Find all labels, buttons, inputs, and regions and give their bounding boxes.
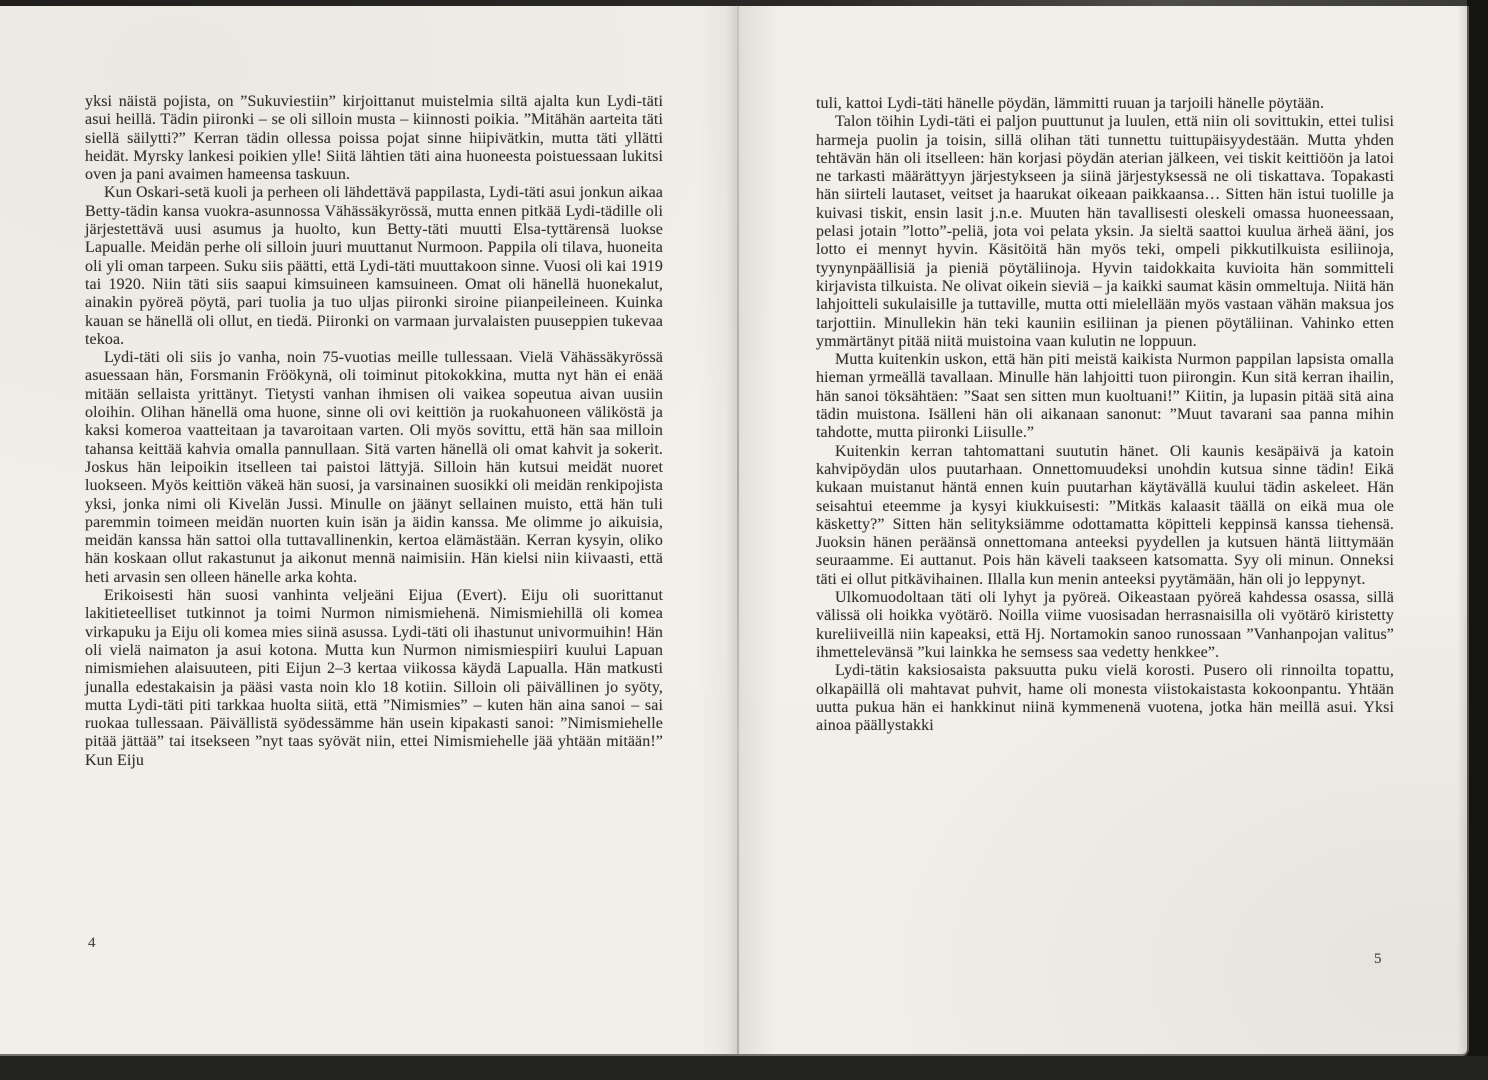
paragraph: Kuitenkin kerran tahtomattani suututin hänet. Oli kaunis kesäpäivä ja katoin kahvipöydän ulos puutarhaan. Onnettomuudeksi unohdin kutsua sinne tädin! Eikä kukaan muistanut häntä ennen kuin puutarhan käytävällä kuului tädin askeleet. Hän seisahtui eteemme ja kysyi kiukkuisesti: ”Mitkäs kalaasit täällä on eikä mua ole käsketty?” Sitten hän selityksiämme odottamatta köpitteli keppinsä kanssa tiehensä. Juoksin hänen peräänsä onnettomana anteeksi pyydellen ja kutsuen häntä liittymään seuraamme. Ei auttanut. Pois hän käveli taakseen katsomatta. Syy oli minun. Onneksi täti ei ollut pitkävihainen. Illalla kun menin anteeksi pyytämään, hän oli jo leppynyt.: [816, 442, 1394, 588]
book-spread-paper: [0, 6, 1469, 1056]
paragraph: Mutta kuitenkin uskon, että hän piti meistä kaikista Nurmon pappilan lapsista omalla hieman yrmeällä tavallaan. Minulle hän lahjoitti tuon piirongin. Kun sitä kerran ihailin, hän sanoi töksähtäen: ”Saat sen sitten mun kuoltuani!” Kiitin, ja lupasin pitää sitä aina tädin muistona. Isälleni hän oli aikanaan sanonut: ”Muut tavarani saa panna mihin tahdotte, mutta piironki Liisulle.”: [816, 351, 1394, 442]
paragraph: Lydi-tätin kaksiosaista paksuutta puku vielä korosti. Pusero oli rinnoilta topattu, olkapäillä oli mahtavat puhvit, hame oli monesta viistokaistasta kokoonpantu. Yhtään uutta pukua hän ei hankkinut niinä kymmenenä vuotena, jotka hän meillä asui. Yksi ainoa päällystakki: [816, 662, 1394, 735]
page-right-text-column: [816, 95, 1394, 735]
scan-edge-bottom: [0, 1056, 1488, 1080]
paragraph: yksi näistä pojista, on ”Sukuviestiin” kirjoittanut muistelmia siltä ajalta kun Lydi-täti asui heillä. Tädin piironki – se oli silloin musta – kiinnosti poikia. ”Mitähän aarteita täti siellä säilytti?” Kerran tädin ollessa poissa pojat sinne hiipivätkin, mutta täti yllätti heidät. Myrsky lankesi poikien ylle! Siitä lähtien täti aina huoneesta poistuessaan lukitsi oven ja pani avaimen hameensa taskuun.: [85, 93, 663, 184]
paragraph: Kun Oskari-setä kuoli ja perheen oli lähdettävä pappilasta, Lydi-täti asui jonkun aikaa Betty-tädin kansa vuokra-asunnossa Vähässäkyrössä, mutta ennen pitkää Lydi-tädille oli järjestettävä uusi asumus ja huolto, kun Betty-täti muutti Elsa-tyttärensä luokse Lapualle. Meidän perhe oli silloin juuri muuttanut Nurmoon. Pappila oli tilava, huoneita oli yli oman tarpeen. Suku siis päätti, että Lydi-täti muuttakoon sinne. Vuosi oli kai 1919 tai 1920. Niin täti siis saapui kimsuineen kamsuineen. Omat oli hänellä huonekalut, ainakin pyöreä pöytä, pari tuolia ja tuo uljas piironki siroine piianpeileineen. Kuinka kauan se hänellä oli ollut, en tiedä. Piironki on varmaan jurvalaisten puuseppien tukevaa tekoa.: [85, 184, 663, 348]
paragraph: tuli, kattoi Lydi-täti hänelle pöydän, lämmitti ruuan ja tarjoili hänelle pöytään.: [816, 95, 1325, 112]
paragraph: Ulkomuodoltaan täti oli lyhyt ja pyöreä. Oikeastaan pyöreä kahdessa osassa, sillä välissä oli hoikka vyötärö. Noilla viime vuosisadan herrasnaisilla oli vyötärö kiristetty kureliiveillä niin kapeaksi, että Hj. Nortamokin sanoo runossaan ”Vanhanpojan valitus” ihmettelevänsä ”kui lainkka he semsess saa vedetty henkkee”.: [816, 589, 1394, 661]
paragraph: Lydi-täti oli siis jo vanha, noin 75-vuotias meille tullessaan. Vielä Vähässäkyrössä asuessaan hän, Forsmanin Fröökynä, oli toiminut pitokokkina, mutta nyt hän ei enää mitään sellaista yrittänyt. Tietysti vanhan ihmisen oli vaikea sopeutua aivan uusiin oloihin. Olihan hänellä oma huone, sinne oli ovi keittiön ja ruokahuoneen väliköstä ja kaksi komeroa vaatteitaan ja tavaroitaan varten. Oli myös sovittu, että hän saa milloin tahansa keittää kahvia omalla pannullaan. Sitä varten hänellä oli omat kahvit ja sokerit. Joskus hän leipoikin itselleen tai paistoi lättyjä. Silloin hän kutsui meidät nuoret luokseen. Myös keittiön väkeä hän suosi, ja varsinainen suosikki oli meidän renkipojista yksi, jonka nimi oli Kivelän Jussi. Minulle on jäänyt sellainen muisto, että hän tuli paremmin toimeen meidän nuorten kuin isän ja äidin kanssa. Me olimme jo aikuisia, meidän kanssa hän sattoi olla tuttavallinenkin, kertoa elämästään. Kerran kysyin, oliko hän koskaan ollut rakastunut ja aikonut mennä naimisiin. Hän kielsi niin kiivaasti, että heti arvasin sen olleen hänelle arka kohta.: [85, 349, 663, 586]
page-left-text-column: [85, 93, 663, 770]
paragraph: Erikoisesti hän suosi vanhinta veljeäni Eijua (Evert). Eiju oli suorittanut lakitieteelliset tutkinnot ja toimi Nurmon nimismiehenä. Nimismiehillä oli komea virkapuku ja Eiju oli komea mies siinä asussa. Lydi-täti oli ihastunut univormuihin! Hän oli vielä naimaton ja asui kotona. Mutta kun Nurmon nimismiespiiri kuului Lapuan nimismiehen alaisuuteen, piti Eijun 2–3 kertaa viikossa käydä Lapualla. Hän matkusti junalla edestakaisin ja pääsi vasta noin klo 18 kotiin. Silloin oli päivällinen jo syöty, mutta Lydi-täti piti tarkkaa huolta siitä, että ”Nimismies” – kuten hän aina sanoi – sai ruokaa tullessaan. Päivällistä syödessämme hän usein kipakasti sanoi: ”Nimismiehelle pitää jättää” tai itsekseen ”nyt taas syövät niin, ettei Nimismiehelle jää yhtään mitään!” Kun Eiju: [85, 587, 663, 769]
page-number-left: 4: [88, 935, 96, 951]
page-number-right: 5: [1374, 951, 1382, 967]
scan-edge-right: [1467, 0, 1488, 1080]
binding-gutter-shadow: [698, 6, 778, 1054]
paragraph: Talon töihin Lydi-täti ei paljon puuttunut ja luulen, että niin oli sovittukin, ettei tulisi harmeja puolin ja toisin, sillä olihan täti tunnettu tuittupäisyydestään. Mutta yhden tehtävän hän oli itselleen: hän korjasi pöydän aterian jälkeen, vei tiskit keittiöön ja latoi ne tarkasti määrättyyn järjestykseen ja siinä järjestyksessä ne oli tiskattava. Topakasti hän siirteli lautaset, veitset ja haarukat oikeaan paikkaansa… Sitten hän istui tuolille ja kuivasi tiskit, ensin lasit j.n.e. Muuten hän tavallisesti oleskeli omassa huoneessaan, pelasi jotain ”lotto”-peliä, jota voi pelata yksin. Ja sieltä saattoi kuulua ärheä ääni, jos lotto ei mennyt hyvin. Käsitöitä hän myös teki, ompeli pikkutilkuista esiliinoja, tyynynpäällisiä ja pieniä pöytäliinoja. Hyvin taidokkaita kuvioita hän sommitteli kirjavista tilkuista. Ne olivat oikein sieviä – ja kaikki saumat käsin ommeltuja. Niitä hän lahjoitteli sukulaisille ja tuttaville, mutta otti mielellään myös vastaan vähän maksua jos tarjottiin. Minullekin hän teki kauniin esiliinan ja pienen pöytäliinan. Vahinko etten ymmärtänyt pitää niitä muistoina vaan kulutin ne loppuun.: [816, 113, 1394, 350]
